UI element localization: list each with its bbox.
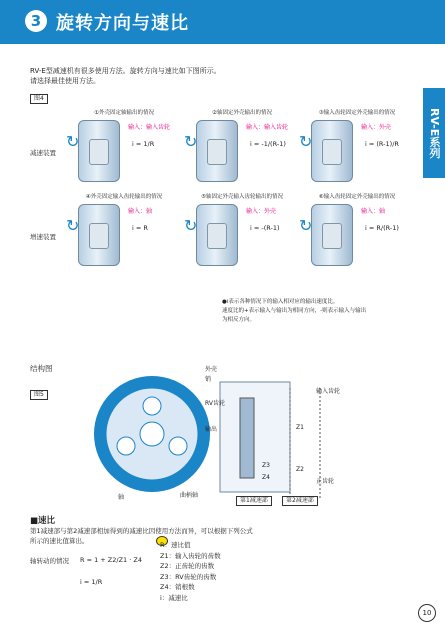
intro-line-1: RV-E型减速机有很多使用方法。旋转方向与速比如下图所示。 <box>30 67 221 75</box>
paragraph-line-2: 所示的速比值算出。 <box>30 537 89 545</box>
paragraph-line-1: 第1减速部与第2减速部相加得到的减速比因使用方法而异，可以根据下列公式 <box>30 527 253 535</box>
label-z2: Z2 <box>296 466 304 473</box>
crank-hole <box>143 397 161 415</box>
panel-input: 输入：输入齿轮 <box>128 124 171 131</box>
usage-panel-3 <box>295 108 419 198</box>
legend-item: i：减速比 <box>160 593 188 602</box>
panel-formula: i = -(R-1) <box>250 224 280 232</box>
center-hub <box>140 422 164 446</box>
side-section <box>220 382 290 492</box>
label-crankshaft: 曲柄轴 <box>180 492 199 499</box>
panel-title: ①外壳固定轴输出的情况 <box>94 110 154 116</box>
figure-4-tag: 图4 <box>30 94 48 104</box>
panel-formula: i = -1/(R-1) <box>250 140 286 148</box>
panel-input: 输入：外壳 <box>361 124 392 131</box>
reducer-illustration <box>311 204 353 266</box>
label-z3: Z3 <box>262 462 270 469</box>
note-line-1: ●i表示各种情况下的输入相对应的输出速度比。 <box>222 299 339 305</box>
panel-input: 输入：轴 <box>128 208 153 215</box>
label-shaft: 轴 <box>118 494 125 501</box>
panel-title: ⑤轴固定外壳输入齿轮输出的情况 <box>201 194 283 200</box>
label-case: 外壳 <box>205 366 218 373</box>
panel-formula: i = (R-1)/R <box>365 140 399 148</box>
page-number: 10 <box>418 604 436 622</box>
figure-5-tag: 图5 <box>30 390 48 400</box>
label-input-gear: 输入齿轮 <box>316 388 341 395</box>
label-z4: Z4 <box>262 474 270 481</box>
panel-formula: i = R/(R-1) <box>365 224 399 232</box>
shaft-section <box>240 398 254 478</box>
formula-r: R = 1 + Z2/Z1 · Z4 <box>80 556 142 564</box>
reducer-illustration <box>78 204 120 266</box>
row-label-increase: 增速装置 <box>30 233 56 241</box>
usage-panel-2 <box>180 108 304 198</box>
usage-panel-6 <box>295 192 419 282</box>
usage-panel-5 <box>180 192 304 282</box>
formula-i: i = 1/R <box>80 578 103 586</box>
legend-item: Z4：销根数 <box>160 583 195 591</box>
panel-input: 输入：外壳 <box>246 208 277 215</box>
speed-ratio-heading: ■速比 <box>30 516 56 526</box>
reducer-illustration <box>196 120 238 182</box>
structure-title: 结构图 <box>30 364 53 373</box>
panel-title: ③输入齿轮固定外壳输出的情况 <box>318 110 396 116</box>
rotation-arrow-icon: ↻ <box>184 132 198 151</box>
panel-input: 输入：轴 <box>361 208 386 215</box>
panel-title: ⑥输入齿轮固定外壳输出的情况 <box>318 194 396 200</box>
usage-panel-4 <box>62 192 186 282</box>
panel-input: 输入：输入齿轮 <box>246 124 289 131</box>
section-header <box>0 0 445 44</box>
label-z1: Z1 <box>296 424 304 431</box>
intro-line-2: 请选择最佳使用方法。 <box>30 77 100 85</box>
reducer-illustration <box>78 120 120 182</box>
panel-title: ②轴固定外壳输出的情况 <box>212 110 272 116</box>
usage-panel-1 <box>62 108 186 198</box>
panel-title: ④外壳固定输入齿轮输出的情况 <box>85 194 163 200</box>
ratio-note <box>222 298 397 325</box>
panel-formula: i = 1/R <box>132 140 155 148</box>
row-label-reduction: 减速装置 <box>30 149 56 157</box>
label-stage-2: 第2减速部 <box>282 496 318 506</box>
rotation-arrow-icon: ↻ <box>66 132 80 151</box>
rotation-arrow-icon: ↻ <box>299 132 313 151</box>
reducer-illustration <box>196 204 238 266</box>
intro-text <box>30 66 390 86</box>
formula-label: 轴转动的情况 <box>30 557 69 565</box>
section-title: 旋转方向与速比 <box>56 13 189 34</box>
panel-formula: i = R <box>132 224 148 232</box>
rotation-arrow-icon: ↻ <box>184 216 198 235</box>
series-side-tab[interactable]: RV-E系列 <box>423 88 445 178</box>
legend-item: Z1：输入齿轮的齿数 <box>160 551 221 560</box>
legend-item: Z2：正齿轮的齿数 <box>160 562 215 570</box>
note-line-2: 速度比的+表示输入与输出为相同方向，-则表示输入与输出 <box>222 308 367 314</box>
label-stage-1: 第1减速部 <box>236 496 272 506</box>
legend-list <box>160 540 221 603</box>
note-line-3: 为相反方向。 <box>222 317 256 323</box>
legend-item: R：速比值 <box>160 541 191 549</box>
crank-hole <box>169 437 187 455</box>
label-spur-gear: 正齿轮 <box>316 478 335 485</box>
label-pin: 销 <box>205 376 212 383</box>
reducer-illustration <box>311 120 353 182</box>
label-output: 输出 <box>205 426 218 433</box>
legend-item: Z3：RV齿轮的齿数 <box>160 572 217 581</box>
rotation-arrow-icon: ↻ <box>299 216 313 235</box>
structure-diagram <box>90 368 350 508</box>
rotation-arrow-icon: ↻ <box>66 216 80 235</box>
crank-hole <box>117 437 135 455</box>
label-rv-gear: RV齿轮 <box>205 400 225 407</box>
section-number: 3 <box>25 10 47 32</box>
